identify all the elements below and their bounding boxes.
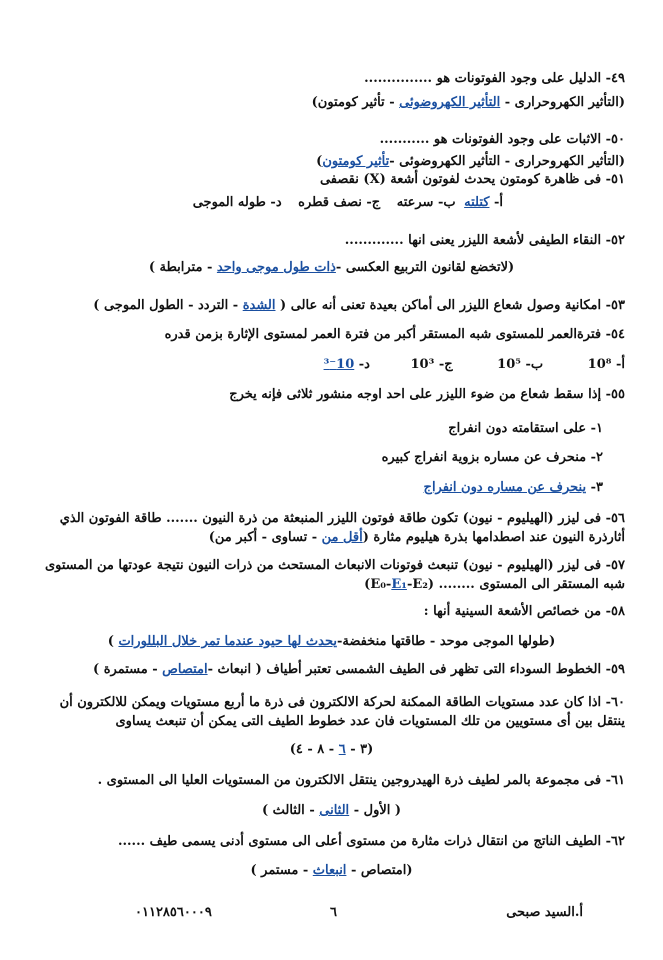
q54-option-c: ج- 10³: [410, 357, 453, 372]
q51-option-a: [464, 195, 503, 210]
q50-options-open: (التأثير الكهروحرارى - التأثير الكهروضوئى -: [389, 154, 625, 169]
q53-text-open: ٥٣- امكانية وصول شعاع الليزر الى أماكن بعيدة تعنى أنه عالى (: [275, 298, 625, 313]
q50-options-close: ): [316, 154, 323, 169]
q50-options: [24, 153, 625, 171]
q51-option-d: د- طوله الموجى: [192, 195, 282, 210]
q56-answer: أقل من: [321, 530, 363, 545]
q61-question: ٦١- فى مجموعة بالمر لطيف ذرة الهيدروجين ينتقل الالكترون من المستويات العليا الى المستوى .: [97, 773, 625, 788]
q59-text-close: - مستمرة ): [93, 662, 163, 677]
q62-question: ٦٢- الطيف الناتج من انتقال ذرات مثارة من مستوى أعلى الى مستوى أدنى يسمى طيف ......: [117, 834, 625, 849]
q61-options: [0, 802, 663, 820]
q55-option-3-prefix: ٣-: [586, 480, 603, 495]
footer-phone: ٠١١٢٨٥٦٠٠٠٩: [135, 905, 212, 920]
q58-answer: يحدث لها حيود عندما تمر خلال البللورات: [118, 634, 337, 649]
q58-options-open: (طولها الموجى موحد - طاقتها منخفضة-: [336, 634, 556, 649]
q51-option-c: ج- نصف قطره: [298, 195, 381, 210]
q57-answer: E₁: [391, 577, 407, 592]
q56-line2-open: أثارذرة النيون عند اصطدامها بذرة هيليوم مثارة (: [362, 530, 625, 545]
q49-options-open: (التأثير الكهروحرارى -: [500, 95, 625, 110]
q59-question: [24, 661, 625, 679]
q54-options: [300, 356, 625, 374]
q59-text-open: ٥٩- الخطوط السوداء التى تظهر فى الطيف الشمسى تعتبر أطياف ( انبعاث -: [207, 662, 625, 677]
q61-options-close: - الثالث ): [261, 803, 320, 818]
footer-page-number: ٦: [330, 905, 337, 920]
q52-options-open: (لاتخضع لقانون التربيع العكسى -: [335, 260, 515, 275]
q50-answer: تأثير كومتون: [322, 154, 390, 169]
q55-option-2: ٢- منحرف عن مساره بزوية انفراج كبيره: [381, 450, 603, 465]
q57-line1: ٥٧- فى ليزر (الهيليوم - نيون) تنبعث فوتونات الانبعاث المستحث من ذرات النيون نتيجة عودتها من المستوى: [44, 558, 625, 573]
q60-line1: ٦٠- اذا كان عدد مستويات الطاقة الممكنة لحركة الالكترون فى ذرة ما أربع مستويات ويمكن للالكترون أن: [59, 695, 625, 710]
q62-options: [0, 862, 663, 880]
footer-author: أ.السيد صبحى: [506, 905, 583, 920]
q52-options: [0, 259, 663, 277]
q51-question: ٥١- فى ظاهرة كومتون يحدث لفوتون أشعة (X) نقصفى: [319, 172, 625, 187]
q54-option-d: [324, 357, 370, 372]
q60-options-open: (٣ -: [345, 742, 374, 757]
q52-answer: ذات طول موجى واحد: [216, 260, 336, 275]
q49-options-close: - تأثير كومتون): [311, 95, 400, 110]
q58-options: [0, 633, 663, 651]
q49-options: [24, 94, 625, 112]
q60-line2: ينتقل بين أى مستويين من تلك المستويات فان عدد خطوط الطيف التى يمكن أن تنبعث يساوى: [115, 714, 625, 729]
q61-options-open: ( الأول -: [349, 803, 402, 818]
q55-option-1: ١- على استقامته دون انفراج: [448, 421, 603, 436]
q51-option-b: ب- سرعته: [396, 195, 456, 210]
q49-question: ٤٩- الدليل على وجود الفوتونات هو ...............: [364, 71, 625, 86]
q62-options-close: - مستمر ): [250, 863, 313, 878]
q57-options: [364, 576, 434, 594]
q58-options-close: ): [107, 634, 119, 649]
q51-answer: كتلته: [464, 195, 490, 210]
q52-options-close: - مترابطة ): [148, 260, 217, 275]
q55-option-3: [24, 479, 603, 497]
q62-options-open: (امتصاص -: [346, 863, 413, 878]
q56-line1: ٥٦- فى ليزر (الهيليوم - نيون) تكون طاقة فوتون الليزر المنبعثة من ذرة النيون ....... طاقة الفوتون الذي: [59, 511, 625, 526]
q50-question: ٥٠- الاثبات على وجود الفوتونات هو ...........: [379, 132, 625, 147]
q57-options-open: (E₀-: [364, 577, 392, 592]
q60-answer: ٦: [338, 742, 346, 757]
q62-answer: انبعاث: [312, 863, 347, 878]
q60-options: [0, 741, 663, 759]
q60-options-close: - ٨ - ٤): [289, 742, 339, 757]
q54-question: ٥٤- فترةالعمر للمستوى شبه المستقر أكبر من فترة العمر لمستوى الإثارة بزمن قدره: [164, 327, 625, 342]
page-footer: [40, 905, 623, 925]
q52-question: ٥٢- النقاء الطيفى لأشعة الليزر يعنى انها .............: [344, 233, 625, 248]
q54-option-b: ب- 10⁵: [497, 357, 544, 372]
q53-text-close: - التردد - الطول الموجى ): [93, 298, 243, 313]
q57-line2-text: شبه المستقر الى المستوى ........: [438, 577, 625, 592]
q58-question: ٥٨- من خصائص الأشعة السينية أنها :: [423, 604, 625, 619]
q53-answer: الشدة: [242, 298, 276, 313]
q55-answer: ينحرف عن مساره دون انفراج: [423, 480, 587, 495]
q55-question: ٥٥- إذا سقط شعاع من ضوء الليزر على احد اوجه منشور ثلاثى فإنه يخرج: [229, 387, 625, 402]
q53-question: [24, 297, 625, 315]
q51-option-a-prefix: أ-: [489, 195, 503, 210]
q51-options: [24, 194, 503, 212]
q54-option-a: أ- 10⁸: [587, 357, 625, 372]
q56-line2: [24, 529, 625, 547]
q59-answer: امتصاص: [162, 662, 208, 677]
q56-line2-close: - تساوى - أكبر من): [208, 530, 322, 545]
q54-answer: 10⁻³: [323, 357, 355, 372]
q57-line2: [24, 576, 625, 594]
q54-option-d-prefix: د-: [354, 357, 370, 372]
q49-answer: التأثير الكهروضوئى: [399, 95, 501, 110]
q61-answer: الثانى: [319, 803, 350, 818]
q57-options-close: -E₂): [406, 577, 435, 592]
